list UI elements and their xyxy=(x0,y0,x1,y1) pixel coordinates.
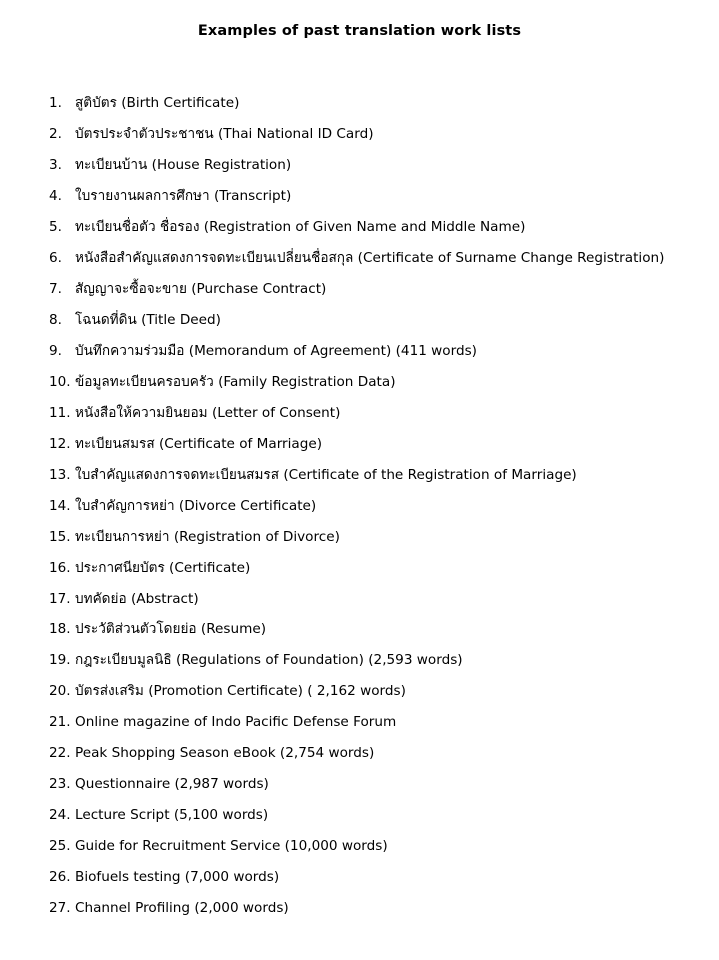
list-item xyxy=(49,154,715,185)
list-item xyxy=(49,309,715,340)
item-number: 6. xyxy=(49,249,62,266)
list-item xyxy=(49,464,715,495)
list-item xyxy=(49,185,715,216)
item-number: 26. xyxy=(49,869,71,886)
item-text: สัญญาจะซื้อจะขาย (Purchase Contract) xyxy=(75,280,327,297)
list-item xyxy=(49,804,715,835)
item-text: Lecture Script (5,100 words) xyxy=(75,807,269,824)
list-item xyxy=(49,773,715,804)
item-number: 7. xyxy=(49,280,62,297)
item-number: 5. xyxy=(49,218,62,235)
item-number: 15. xyxy=(49,528,71,545)
item-text: ทะเบียนชื่อตัว ชื่อรอง (Registration of Given Name and Middle Name) xyxy=(75,218,526,235)
item-number: 23. xyxy=(49,776,71,793)
list-item xyxy=(49,711,715,742)
list-item xyxy=(49,495,715,526)
item-number: 12. xyxy=(49,435,71,452)
list-item xyxy=(49,526,715,557)
item-number: 10. xyxy=(49,373,71,390)
item-text: บัตรส่งเสริม (Promotion Certificate) ( 2,162 words) xyxy=(75,683,406,700)
item-number: 3. xyxy=(49,156,62,173)
item-number: 14. xyxy=(49,497,71,514)
list-item xyxy=(49,92,715,123)
list-item xyxy=(49,371,715,402)
item-text: ทะเบียนสมรส (Certificate of Marriage) xyxy=(75,435,323,452)
list-item xyxy=(49,247,715,278)
list-item xyxy=(49,835,715,866)
document-title: Examples of past translation work lists xyxy=(197,23,522,39)
item-text: สูติบัตร (Birth Certificate) xyxy=(75,95,240,111)
item-text: Online magazine of Indo Pacific Defense Forum xyxy=(75,714,397,731)
item-text: บันทึกความร่วมมือ (Memorandum of Agreement) (411 words) xyxy=(75,342,477,359)
item-text: ใบสำคัญการหย่า (Divorce Certificate) xyxy=(75,497,317,514)
item-text: Questionnaire (2,987 words) xyxy=(75,776,269,793)
item-text: ทะเบียนบ้าน (House Registration) xyxy=(75,156,292,173)
item-text: บัตรประจำตัวประชาชน (Thai National ID Card) xyxy=(75,125,374,142)
list-item xyxy=(49,278,715,309)
list-item xyxy=(49,588,715,619)
item-text: Biofuels testing (7,000 words) xyxy=(75,869,280,886)
item-number: 9. xyxy=(49,342,62,359)
list-item xyxy=(49,680,715,711)
item-text: ใบรายงานผลการศึกษา (Transcript) xyxy=(75,187,292,204)
item-text: Guide for Recruitment Service (10,000 words) xyxy=(75,838,388,855)
translation-work-list xyxy=(49,92,715,928)
list-item xyxy=(49,649,715,680)
item-number: 19. xyxy=(49,652,71,669)
item-number: 8. xyxy=(49,311,62,328)
list-item xyxy=(49,433,715,464)
item-text: ใบสำคัญแสดงการจดทะเบียนสมรส (Certificate of the Registration of Marriage) xyxy=(75,466,577,483)
item-text: ประวัติส่วนตัวโดยย่อ (Resume) xyxy=(75,621,267,638)
item-text: Peak Shopping Season eBook (2,754 words) xyxy=(75,745,375,762)
item-number: 17. xyxy=(49,590,71,607)
item-number: 13. xyxy=(49,466,71,483)
item-text: หนังสือให้ความยินยอม (Letter of Consent) xyxy=(75,404,341,421)
list-item xyxy=(49,340,715,371)
item-number: 2. xyxy=(49,125,62,142)
item-number: 1. xyxy=(49,95,62,111)
item-number: 27. xyxy=(49,900,71,917)
list-item xyxy=(49,557,715,588)
item-text: หนังสือสำคัญแสดงการจดทะเบียนเปลี่ยนชื่อสกุล (Certificate of Surname Change Registration) xyxy=(75,249,665,266)
item-number: 22. xyxy=(49,745,71,762)
list-item xyxy=(49,618,715,649)
item-text: กฎระเบียบมูลนิธิ (Regulations of Foundation) (2,593 words) xyxy=(75,652,463,669)
list-item xyxy=(49,742,715,773)
item-number: 18. xyxy=(49,621,71,638)
item-text: โฉนดที่ดิน (Title Deed) xyxy=(75,311,221,328)
list-item xyxy=(49,897,715,928)
list-item xyxy=(49,402,715,433)
item-number: 4. xyxy=(49,187,62,204)
item-text: บทคัดย่อ (Abstract) xyxy=(75,590,199,607)
item-number: 24. xyxy=(49,807,71,824)
item-text: Channel Profiling (2,000 words) xyxy=(75,900,289,917)
item-text: ข้อมูลทะเบียนครอบครัว (Family Registration Data) xyxy=(75,373,396,390)
item-number: 20. xyxy=(49,683,71,700)
list-item xyxy=(49,216,715,247)
list-item xyxy=(49,866,715,897)
item-text: ทะเบียนการหย่า (Registration of Divorce) xyxy=(75,528,340,545)
item-number: 21. xyxy=(49,714,71,731)
item-number: 16. xyxy=(49,559,71,576)
item-text: ประกาศนียบัตร (Certificate) xyxy=(75,559,251,576)
item-number: 11. xyxy=(49,404,71,421)
item-number: 25. xyxy=(49,838,71,855)
list-item xyxy=(49,123,715,154)
